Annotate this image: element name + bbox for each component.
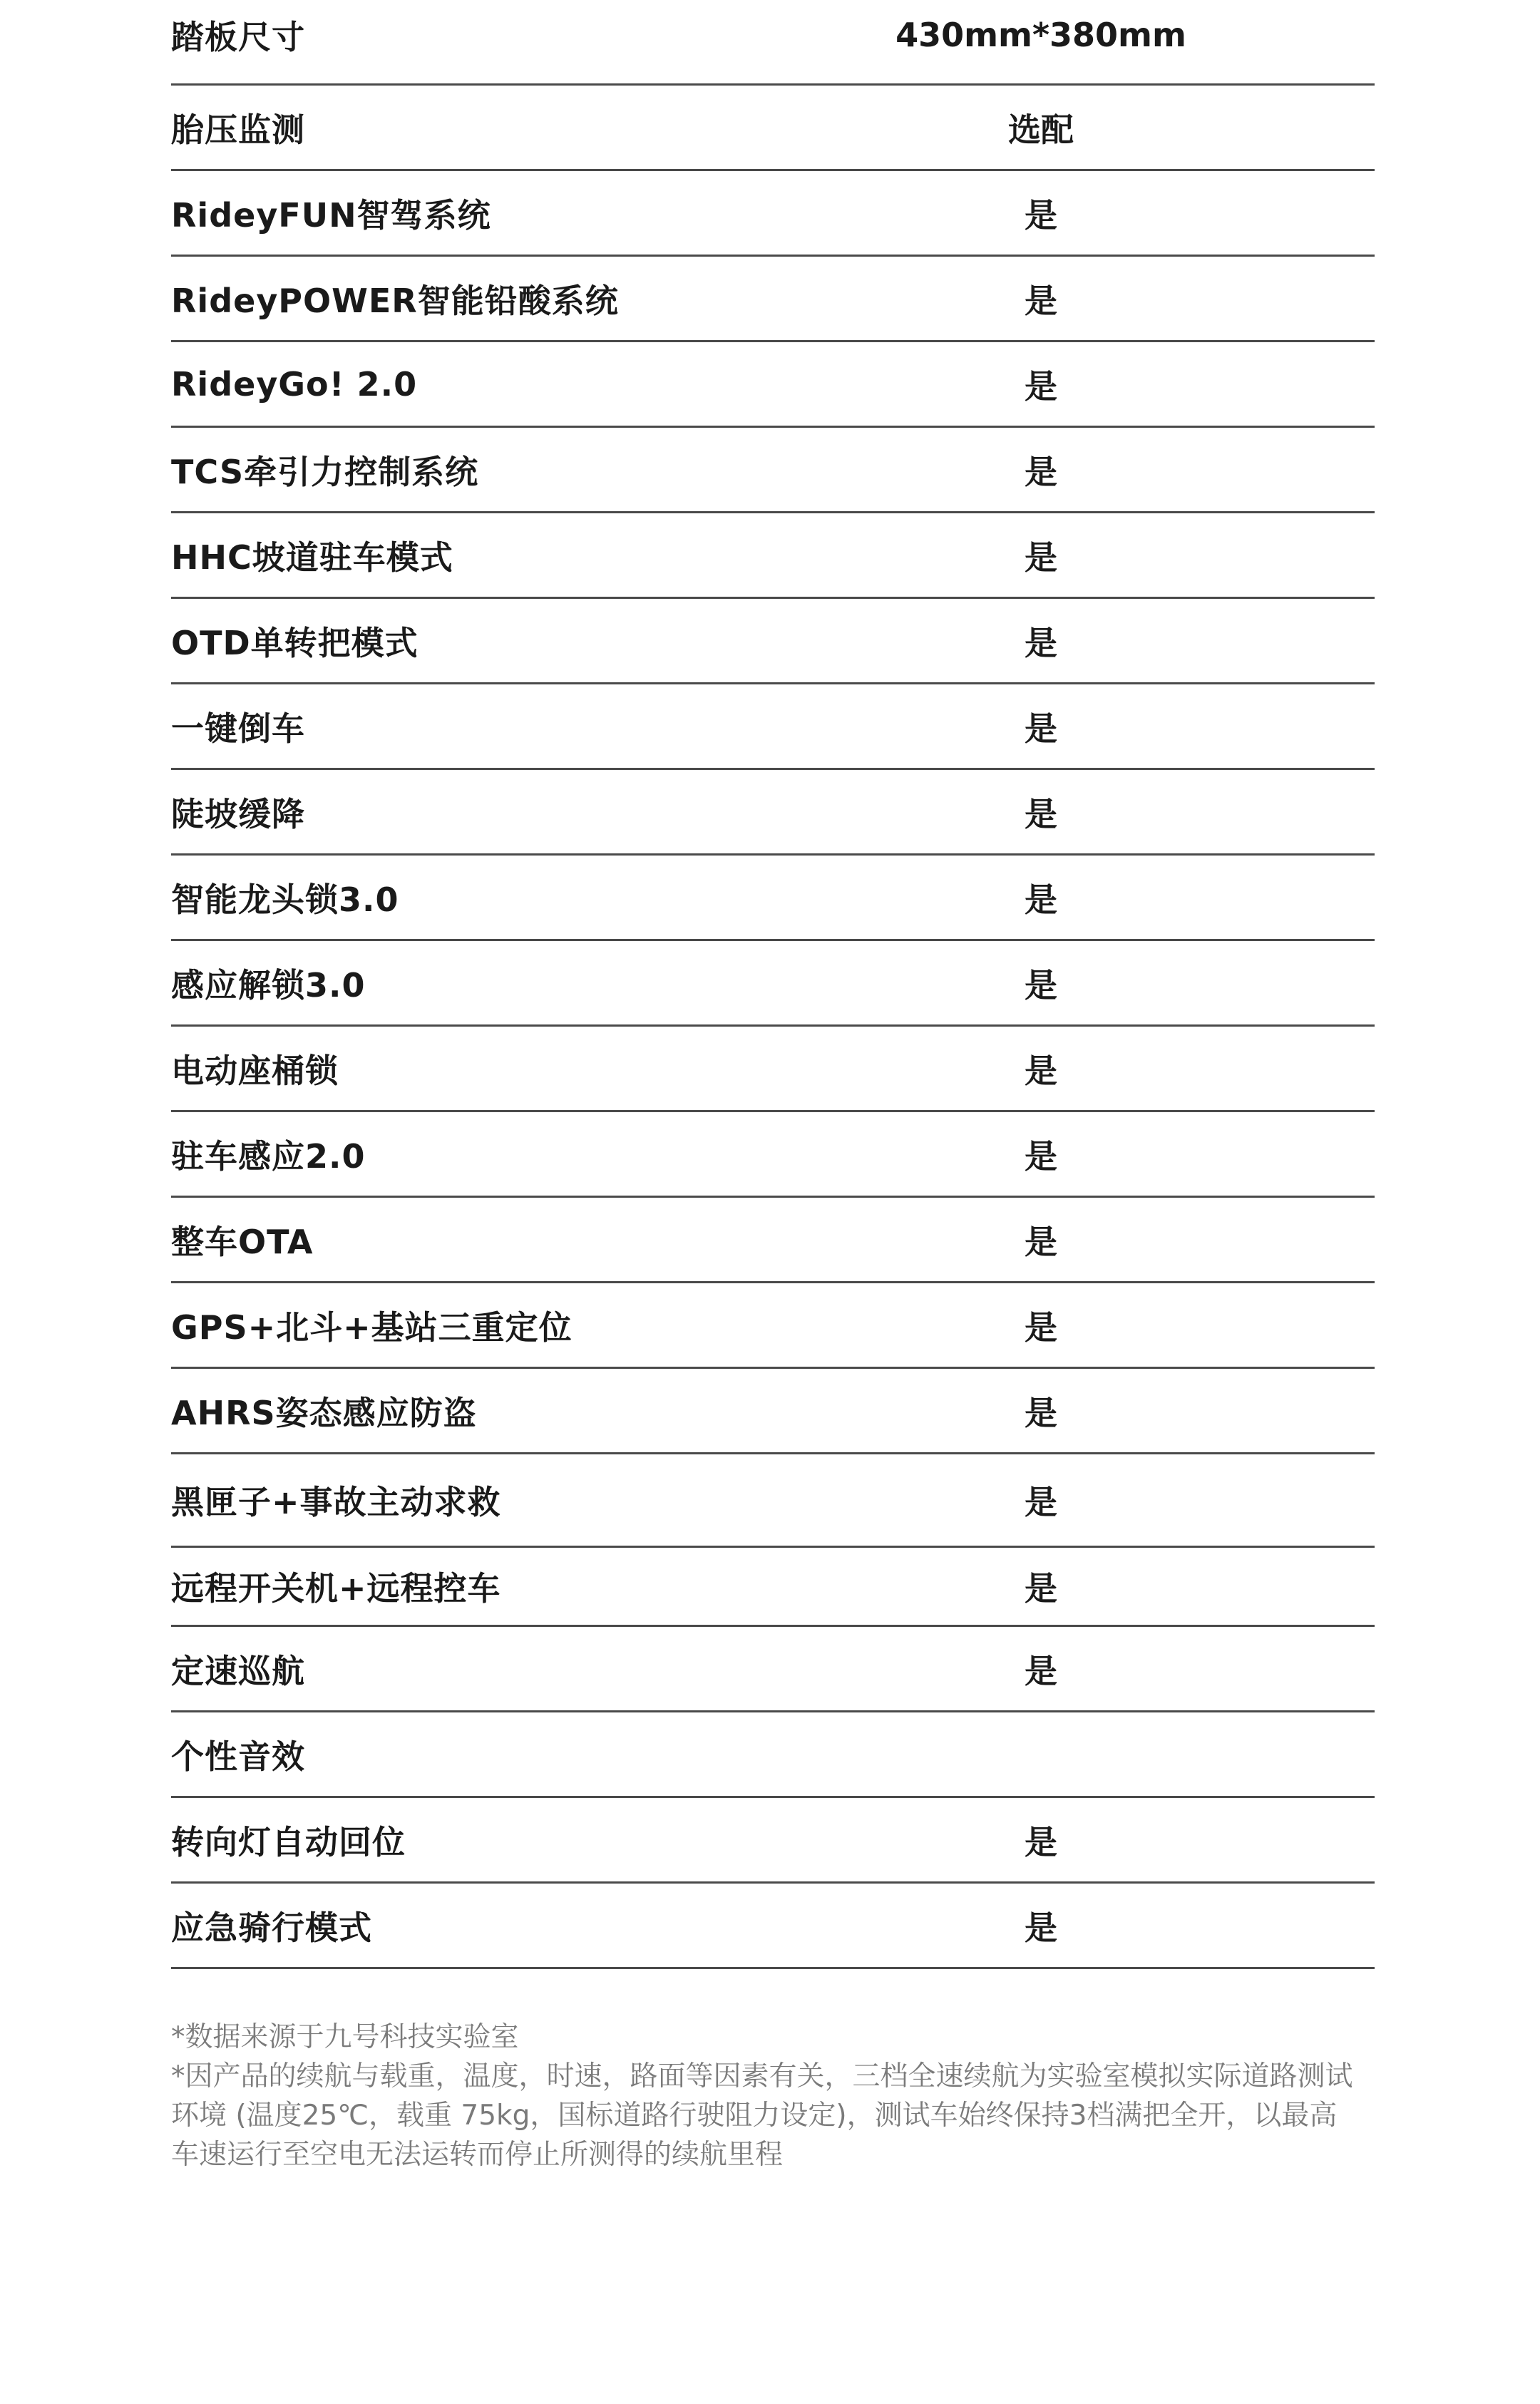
spec-value: 是: [1025, 452, 1057, 491]
table-row: [171, 941, 1375, 1027]
table-row: [171, 599, 1375, 684]
spec-value: 是: [1025, 1908, 1057, 1947]
spec-value: 是: [1025, 195, 1057, 235]
spec-value: 是: [1025, 1051, 1057, 1090]
spec-value: 选配: [1008, 110, 1074, 149]
spec-label: 个性音效: [171, 1737, 305, 1776]
spec-label: GPS+北斗+基站三重定位: [171, 1308, 573, 1347]
spec-value: 是: [1025, 794, 1057, 833]
footnote-range-line: *因产品的续航与载重，温度，时速，路面等因素有关，三档全速续航为实验室模拟实际道路测试: [171, 2060, 1353, 2092]
spec-label: 定速巡航: [171, 1651, 305, 1690]
footnote-range-line: 环境 (温度25℃，载重 75kg，国标道路行驶阻力设定)，测试车始终保持3档满把全开，以最高: [171, 2100, 1338, 2132]
spec-label: HHC坡道驻车模式: [171, 538, 453, 577]
spec-label: 胎压监测: [171, 110, 305, 149]
spec-value: 是: [1025, 709, 1057, 748]
spec-label: RideyPOWER智能铅酸系统: [171, 281, 619, 320]
table-row: [171, 428, 1375, 513]
table-row: [171, 171, 1375, 257]
spec-label: RideyGo! 2.0: [171, 364, 418, 404]
spec-value: 是: [1025, 1136, 1057, 1176]
table-row: [171, 1198, 1375, 1283]
spec-value: 是: [1025, 1651, 1057, 1690]
spec-label: 驻车感应2.0: [171, 1136, 366, 1176]
spec-label: RideyFUN智驾系统: [171, 195, 491, 235]
spec-value: 是: [1025, 366, 1057, 406]
spec-value: 是: [1025, 1822, 1057, 1861]
table-row: [171, 684, 1375, 770]
spec-value: 是: [1025, 1308, 1057, 1347]
table-row: [171, 86, 1375, 171]
spec-value: 是: [1025, 1393, 1057, 1432]
table-row: [171, 257, 1375, 342]
footnotes: [171, 2018, 1383, 2174]
spec-label: 电动座桶锁: [171, 1051, 339, 1090]
table-row: [171, 1627, 1375, 1712]
table-row: [171, 342, 1375, 428]
table-row: [171, 856, 1375, 941]
table-row: [171, 1027, 1375, 1112]
table-row: [171, 1112, 1375, 1198]
footnote-range-line: 车速运行至空电无法运转而停止所测得的续航里程: [171, 2139, 784, 2171]
spec-value: 是: [1025, 880, 1057, 919]
table-row: [171, 1369, 1375, 1454]
table-row: [171, 1454, 1375, 1548]
spec-value: 是: [1025, 1569, 1057, 1608]
spec-label: TCS牵引力控制系统: [171, 452, 479, 491]
spec-value: 是: [1025, 1222, 1057, 1261]
table-row: [171, 1712, 1375, 1798]
table-row: [171, 1884, 1375, 1969]
table-row: [171, 1798, 1375, 1884]
spec-label: 智能龙头锁3.0: [171, 880, 399, 919]
spec-label: 一键倒车: [171, 709, 305, 748]
spec-label: 陡坡缓降: [171, 794, 305, 833]
table-row: [171, 770, 1375, 856]
table-row: [171, 513, 1375, 599]
spec-value: 是: [1025, 538, 1057, 577]
spec-label: AHRS姿态感应防盗: [171, 1393, 477, 1432]
spec-label: 远程开关机+远程控车: [171, 1569, 501, 1608]
spec-label: 黑匣子+事故主动求救: [171, 1483, 501, 1521]
spec-label: 应急骑行模式: [171, 1908, 372, 1947]
spec-label: 感应解锁3.0: [171, 965, 366, 1005]
spec-value: 430mm*380mm: [895, 16, 1186, 55]
spec-label: 踏板尺寸: [171, 18, 305, 57]
table-row: [171, 1283, 1375, 1369]
spec-value: 是: [1025, 965, 1057, 1005]
spec-table: [171, 0, 1375, 1969]
spec-label: 转向灯自动回位: [171, 1822, 406, 1861]
table-row: [171, 1548, 1375, 1627]
spec-label: 整车OTA: [171, 1222, 314, 1261]
spec-value: 是: [1025, 281, 1057, 320]
spec-value: 是: [1025, 623, 1057, 662]
table-row: [171, 0, 1375, 86]
footnote-source: *数据来源于九号科技实验室: [171, 2021, 519, 2053]
spec-value: 是: [1025, 1483, 1057, 1521]
spec-label: OTD单转把模式: [171, 623, 419, 662]
